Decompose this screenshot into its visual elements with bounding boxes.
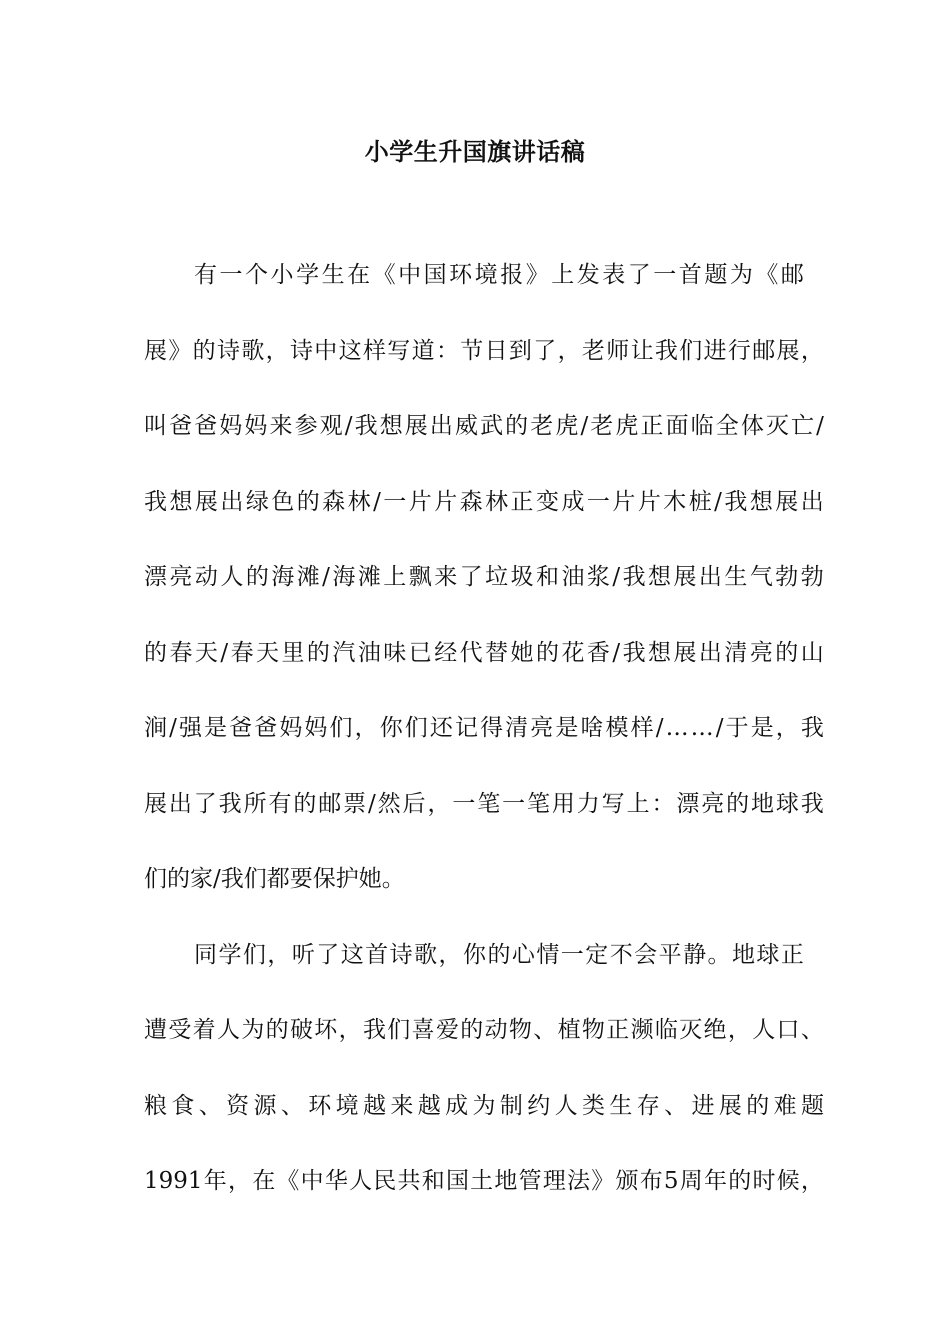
text-line: 有 一 个 小 学 生 在 《 中 国 环 境 报 》 上 发 表 了 一 首 题 为 《 邮 bbox=[194, 262, 804, 288]
text-line: 的 春 天 / 春 天 里 的 汽 油 味 已 经 代 替 她 的 花 香 / 我 想 展 出 清 亮 的 山 bbox=[144, 640, 824, 666]
text-line: 1991 年 ， 在 《 中 华 人 民 共 和 国 土 地 管 理 法 》 颁 布 5 周 年 的 时 候 ， bbox=[144, 1168, 824, 1194]
text-line: 粮 食 、 资 源 、 环 境 越 来 越 成 为 制 约 人 类 生 存 、 进 展 的 难 题 bbox=[144, 1093, 824, 1119]
text-line: 同 学 们 ， 听 了 这 首 诗 歌 ， 你 的 心 情 一 定 不 会 平 静 。 地 球 正 bbox=[194, 942, 804, 968]
text-line: 展 》 的 诗 歌 ， 诗 中 这 样 写 道 ： 节 日 到 了 ， 老 师 让 我 们 进 行 邮 展 ， bbox=[144, 338, 824, 364]
text-line: 漂 亮 动 人 的 海 滩 / 海 滩 上 飘 来 了 垃 圾 和 油 浆 / 我 想 展 出 生 气 勃 勃 bbox=[144, 564, 824, 590]
text-line: 展 出 了 我 所 有 的 邮 票 / 然 后 ， 一 笔 一 笔 用 力 写 上 ： 漂 亮 的 地 球 我 bbox=[144, 791, 824, 817]
text-line: 们 的 家 / 我 们 都 要 保 护 她 。 bbox=[144, 866, 405, 892]
text-line: 我 想 展 出 绿 色 的 森 林 / 一 片 片 森 林 正 变 成 一 片 片 木 桩 / 我 想 展 出 bbox=[144, 489, 824, 515]
text-line: 涧 / 强 是 爸 爸 妈 妈 们 ， 你 们 还 记 得 清 亮 是 啥 模 样 / … … / 于 是 ， 我 bbox=[144, 715, 824, 741]
document-title: 小学生升国旗讲话稿 bbox=[364, 138, 586, 166]
text-line: 遭 受 着 人 为 的 破 坏 ， 我 们 喜 爱 的 动 物 、 植 物 正 濒 临 灭 绝 ， 人 口 、 bbox=[144, 1017, 824, 1043]
text-line: 叫 爸 爸 妈 妈 来 参 观 / 我 想 展 出 威 武 的 老 虎 / 老 虎 正 面 临 全 体 灭 亡 / bbox=[144, 413, 824, 439]
